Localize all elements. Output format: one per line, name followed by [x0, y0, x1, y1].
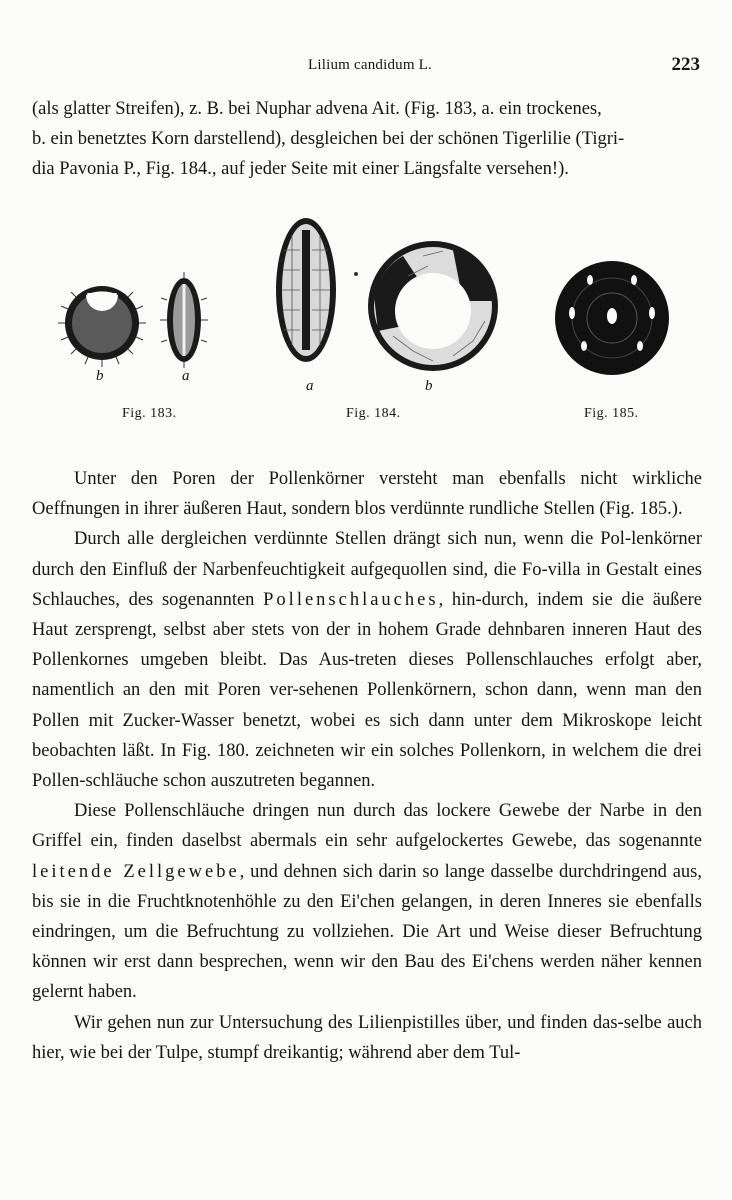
- paragraph-2-line: Oeffnungen in ihrer äußeren Haut, sondern blos verdünnte rundliche Stellen: [32, 499, 595, 520]
- paragraph-2: [32, 464, 702, 524]
- paragraph-1: [32, 94, 702, 185]
- page-number: 223: [671, 54, 700, 75]
- fig183a-grain-illustration: [160, 272, 208, 368]
- fig184a-grain-illustration: [276, 218, 336, 362]
- fig183-label-b: b: [96, 368, 104, 384]
- paragraph-1-line: b. ein benetztes Korn darstellend), desgleichen bei der schönen Tigerlilie (Tigri-: [32, 129, 625, 150]
- term-pollenschlauch: Pollenschlauches: [263, 589, 439, 610]
- figure-plate: [30, 218, 710, 433]
- paragraph-1-line: (als glatter Streifen), z. B. bei Nuphar advena Ait. (Fig. 183, a. ein trockenes,: [32, 99, 602, 119]
- fig183-caption: Fig. 183.: [122, 406, 177, 421]
- fig185-caption: Fig. 185.: [584, 406, 639, 421]
- paragraph-4-text: Diese Pollenschläuche dringen nun durch das lockere Gewebe der Narbe in den Griffel ein, finden daselbst abermals ein sehr aufgelockertes Gewebe, das sogenannte: [32, 801, 702, 852]
- fig183b-grain-illustration: [58, 286, 146, 367]
- term-leitendes-zellgewebe: leitende Zellgewebe: [32, 861, 240, 882]
- fig184-caption: Fig. 184.: [346, 406, 401, 421]
- running-title: Lilium candidum L.: [308, 57, 432, 73]
- paragraph-3: [32, 524, 702, 796]
- main-text: [32, 464, 702, 1068]
- fig184b-grain-illustration: [368, 241, 498, 371]
- fig185-grain-illustration: [555, 261, 669, 375]
- paragraph-1-line: dia Pavonia P., Fig. 184., auf jeder Seite mit einer Längsfalte versehen!).: [32, 159, 569, 180]
- paragraph-3-text: Durch alle dergleichen verdünnte Stellen drängt sich nun, wenn die Pol-lenkörner durch den Einfluß der Narbenfeuchtigkeit aufgequollen sind, die Fo-villa in Gestalt eines Schlauches, des sogenannten: [32, 529, 702, 610]
- figure-illustrations: [30, 218, 710, 433]
- fig184-label-b: b: [425, 378, 433, 394]
- paragraph-2-line: Unter den Poren der Pollenkörner versteht man ebenfalls nicht wirkliche: [74, 469, 702, 489]
- paragraph-5: Wir gehen nun zur Untersuchung des Lilienpistilles über, und finden das-selbe auch hier, wie bei der Tulpe, stumpf dreikantig; während aber dem Tul-: [32, 1012, 702, 1063]
- paragraph-4-text: , und dehnen sich darin so lange dasselbe durchdringend aus, bis sie in die Fruchtknotenhöhle zu den Ei'chen gelangen, in deren Inneres sie ebenfalls eindringen, um die Befruchtung zu vollziehen. Die Art und Weise dieser Befruchtung können wir erst dann besprechen, wenn wir den Bau des Ei'chens werden näher kennen gelernt haben.: [32, 861, 703, 1003]
- paragraph-3-text: , hin-durch, indem sie die äußere Haut zersprengt, selbst aber stets von der in hohem Grade dehnbaren inneren Haut des Pollenkornes umgeben bleibt. Das Aus-treten dieses Pollenschlauches erfolgt aber, namentlich an den mit Poren ver-sehenen Pollenkörnern, schon dann, wenn man den Pollen mit Zucker-Wasser benetzt, wobei es sich dann unter dem Mikroskope leicht beobachten läßt. In Fig. 180. zeichneten wir ein solches Pollenkorn, in welchem die drei Pollen-schläuche schon auszutreten begannen.: [32, 589, 703, 792]
- fig184-label-a: a: [306, 378, 314, 394]
- fig183-label-a: a: [182, 368, 190, 384]
- paragraph-4: [32, 796, 702, 1007]
- paragraph-2-line: (Fig. 185.).: [599, 499, 683, 520]
